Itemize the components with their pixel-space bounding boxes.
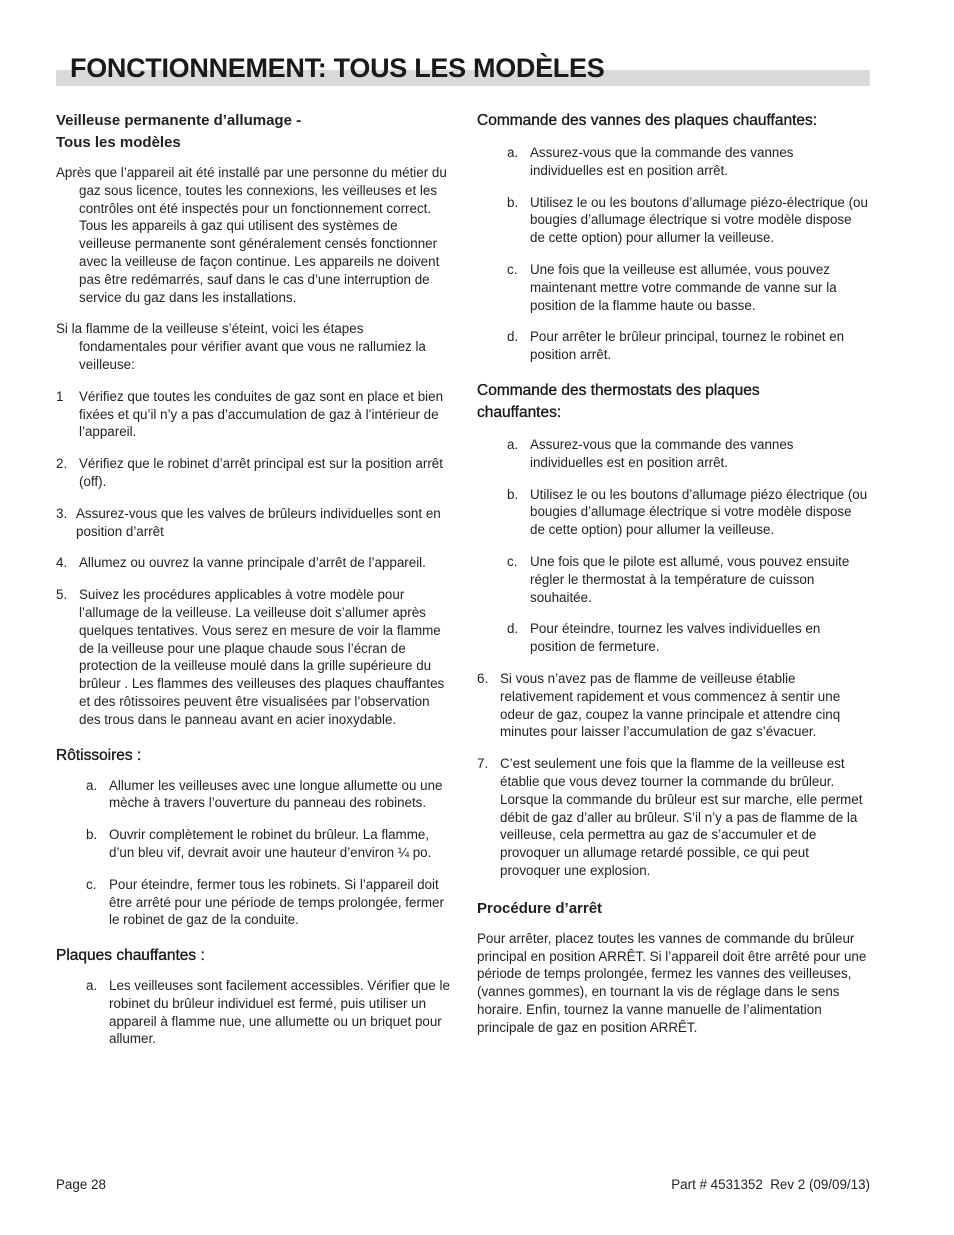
list-item (56, 777, 451, 813)
page-number: Page 28 (56, 1177, 106, 1192)
item-number: 1 (56, 388, 64, 404)
heading-veilleuse (56, 110, 451, 154)
item-number: 3. (56, 505, 68, 521)
item-letter: a. (507, 436, 519, 452)
item-number: 6. (477, 670, 489, 686)
right-column (477, 110, 869, 1050)
heading-thermostats (477, 380, 869, 424)
list-item (56, 505, 451, 541)
part-number: Part # 4531352 Rev 2 (09/09/13) (671, 1177, 870, 1192)
item-text: Pour arrêter le brûleur principal, tournez le robinet en position arrêt. (530, 329, 845, 363)
list-item (56, 554, 451, 572)
item-text: Vérifiez que toutes les conduites de gaz sont en place et bien fixées et qu’il n’y a pas d’accumulation de gaz à l’intérieur de l’appareil. (79, 388, 444, 440)
list-item (477, 755, 869, 880)
heading-thermostats-line1: Commande des thermostats des plaques (477, 381, 760, 399)
list-item (477, 144, 869, 180)
item-text: Vérifiez que le robinet d’arrêt principal est sur la position arrêt (off). (79, 456, 443, 489)
intro-paragraph: Après que l’appareil ait été installé par une personne du métier du gaz sous licence, toutes les connexions, les veilleuses et les contrôles ont été inspectés pour un fonctionnement correct. Tous les appareils à gaz qui utilisent des systèmes de veilleuse permanente sont généralement censés fonctionner avec la veilleuse de façon continue. Les appareils ne doivent pas être redémarrés, sauf dans le cas d’une interruption de service du gaz dans les installations. (56, 165, 447, 305)
item-letter: c. (507, 261, 518, 277)
list-item (56, 586, 451, 728)
list-item (477, 328, 869, 364)
item-number: 5. (56, 587, 68, 603)
item-text: Utilisez le ou les boutons d’allumage piézo-électrique (ou bougies d’allumage électrique si votre modèle dispose de cette option) pour allumer la veilleuse. (530, 194, 868, 246)
item-letter: a. (507, 145, 519, 160)
item-letter: c. (507, 553, 518, 569)
item-letter: c. (86, 876, 97, 892)
item-text: Si vous n’avez pas de flamme de veilleuse établie relativement rapidement et vous commencez à sentir une odeur de gaz, coupez la vanne principale et attendre cinq minutes pour laisser l’accumulation de gaz s’évacuer. (500, 670, 841, 740)
list-item (56, 388, 451, 441)
list-item (477, 486, 869, 539)
item-letter: a. (86, 978, 98, 994)
list-item (477, 670, 869, 741)
list-item (56, 455, 451, 491)
heading-thermostats-line2: chauffantes: (477, 403, 562, 421)
item-text: C’est seulement une fois que la flamme de la veilleuse est établie que vous devez tourner la commande du brûleur. Lorsque la commande du brûleur est sur marche, elle permet débit de gaz d’aller au brûleur. S’il n’y a pas de flamme de la veilleuse, cela permettra au gaz de s’accumuler et de provoquer un allumage retardé possible, ce qui peut provoquer une explosion. (500, 756, 863, 878)
list-item (56, 977, 451, 1048)
item-text: Pour éteindre, tournez les valves individuelles en position de fermeture. (530, 621, 821, 655)
item-text: Allumer les veilleuses avec une longue allumette ou une mèche à travers l’ouverture du panneau des robinets. (109, 777, 443, 811)
item-text: Allumez ou ouvrez la vanne principale d’arrêt de l’appareil. (79, 555, 426, 571)
item-text: Assurez-vous que la commande des vannes individuelles est en position arrêt. (530, 436, 794, 470)
list-item (477, 261, 869, 314)
item-letter: b. (507, 194, 519, 210)
heading-veilleuse-line1: Veilleuse permanente d’allumage - (56, 112, 302, 129)
item-text: Suivez les procédures applicables à votre modèle pour l’allumage de la veilleuse. La veilleuse doit s’allumer après quelques tentatives. Vous serez en mesure de voir la flamme de la veilleuse pour une plaque chaude sous l’écran de protection de la veilleuse moulé dans la grille supérieure du brûleur . Les flammes des veilleuses des plaques chauffantes et des rôtissoires peuvent être visualisées par l’observation des trous dans le panneau avant en acier inoxydable. (79, 587, 445, 727)
list-item (477, 620, 869, 656)
item-text: Pour éteindre, fermer tous les robinets. Si l’appareil doit être arrêté pour une période de temps prolongée, fermer le robinet de gaz de la conduite. (109, 876, 444, 928)
item-letter: a. (86, 777, 98, 793)
item-number: 7. (477, 756, 489, 772)
heading-arret: Procédure d’arrêt (477, 899, 603, 917)
list-item (56, 826, 451, 862)
item-letter: d. (507, 329, 519, 345)
heading-plaques: Plaques chauffantes : (56, 947, 205, 965)
item-number: 4. (56, 555, 68, 571)
arret-paragraph: Pour arrêter, placez toutes les vannes de commande du brûleur principal en position ARRÊT. Si l’appareil doit être arrêté pour une période de temps prolongée, fermez les vannes des veilleuses, (vannes gommes), en tournant la vis de réglage dans le sens horaire. Enfin, tournez la vanne manuelle de l’alimentation principale de gaz en position ARRÊT. (477, 930, 867, 1035)
heading-veilleuse-line2: Tous les modèles (56, 134, 181, 151)
heading-vannes: Commande des vannes des plaques chauffantes: (477, 112, 818, 129)
item-text: Ouvrir complètement le robinet du brûleur. La flamme, d’un bleu vif, devrait avoir une hauteur d’environ ¼ po. (109, 827, 432, 860)
item-letter: d. (507, 621, 519, 637)
item-text: Les veilleuses sont facilement accessibles. Vérifier que le robinet du brûleur individuel est fermé, puis utiliser un appareil à flamme nue, une allumette ou un briquet pour allumer. (109, 978, 450, 1047)
item-number: 2. (56, 456, 68, 472)
pilot-out-paragraph: Si la flamme de la veilleuse s’éteint, voici les étapes fondamentales pour vérifier avant que vous ne rallumiez la veilleuse: (56, 321, 426, 372)
item-letter: b. (507, 486, 519, 502)
item-text: Assurez-vous que la commande des vannes individuelles est en position arrêt. (530, 145, 794, 178)
item-letter: b. (86, 827, 98, 843)
list-item (477, 194, 869, 247)
list-item (56, 876, 451, 929)
heading-rotissoires: Rôtissoires : (56, 746, 142, 764)
list-item (477, 553, 869, 606)
list-item (477, 436, 869, 472)
item-text: Une fois que le pilote est allumé, vous pouvez ensuite régler le thermostat à la température de cuisson souhaitée. (530, 553, 850, 605)
item-text: Utilisez le ou les boutons d’allumage piézo électrique (ou bougies d’allumage électrique si votre modèle dispose de cette option) pour allumer la veilleuse. (530, 486, 868, 538)
item-text: Assurez-vous que les valves de brûleurs individuelles sont en position d’arrêt (76, 505, 441, 539)
left-column (56, 110, 451, 1062)
item-text: Une fois que la veilleuse est allumée, vous pouvez maintenant mettre votre commande de vanne sur la position de la flamme haute ou basse. (530, 261, 837, 313)
page-title: FONCTIONNEMENT: TOUS LES MODÈLES (70, 53, 605, 83)
